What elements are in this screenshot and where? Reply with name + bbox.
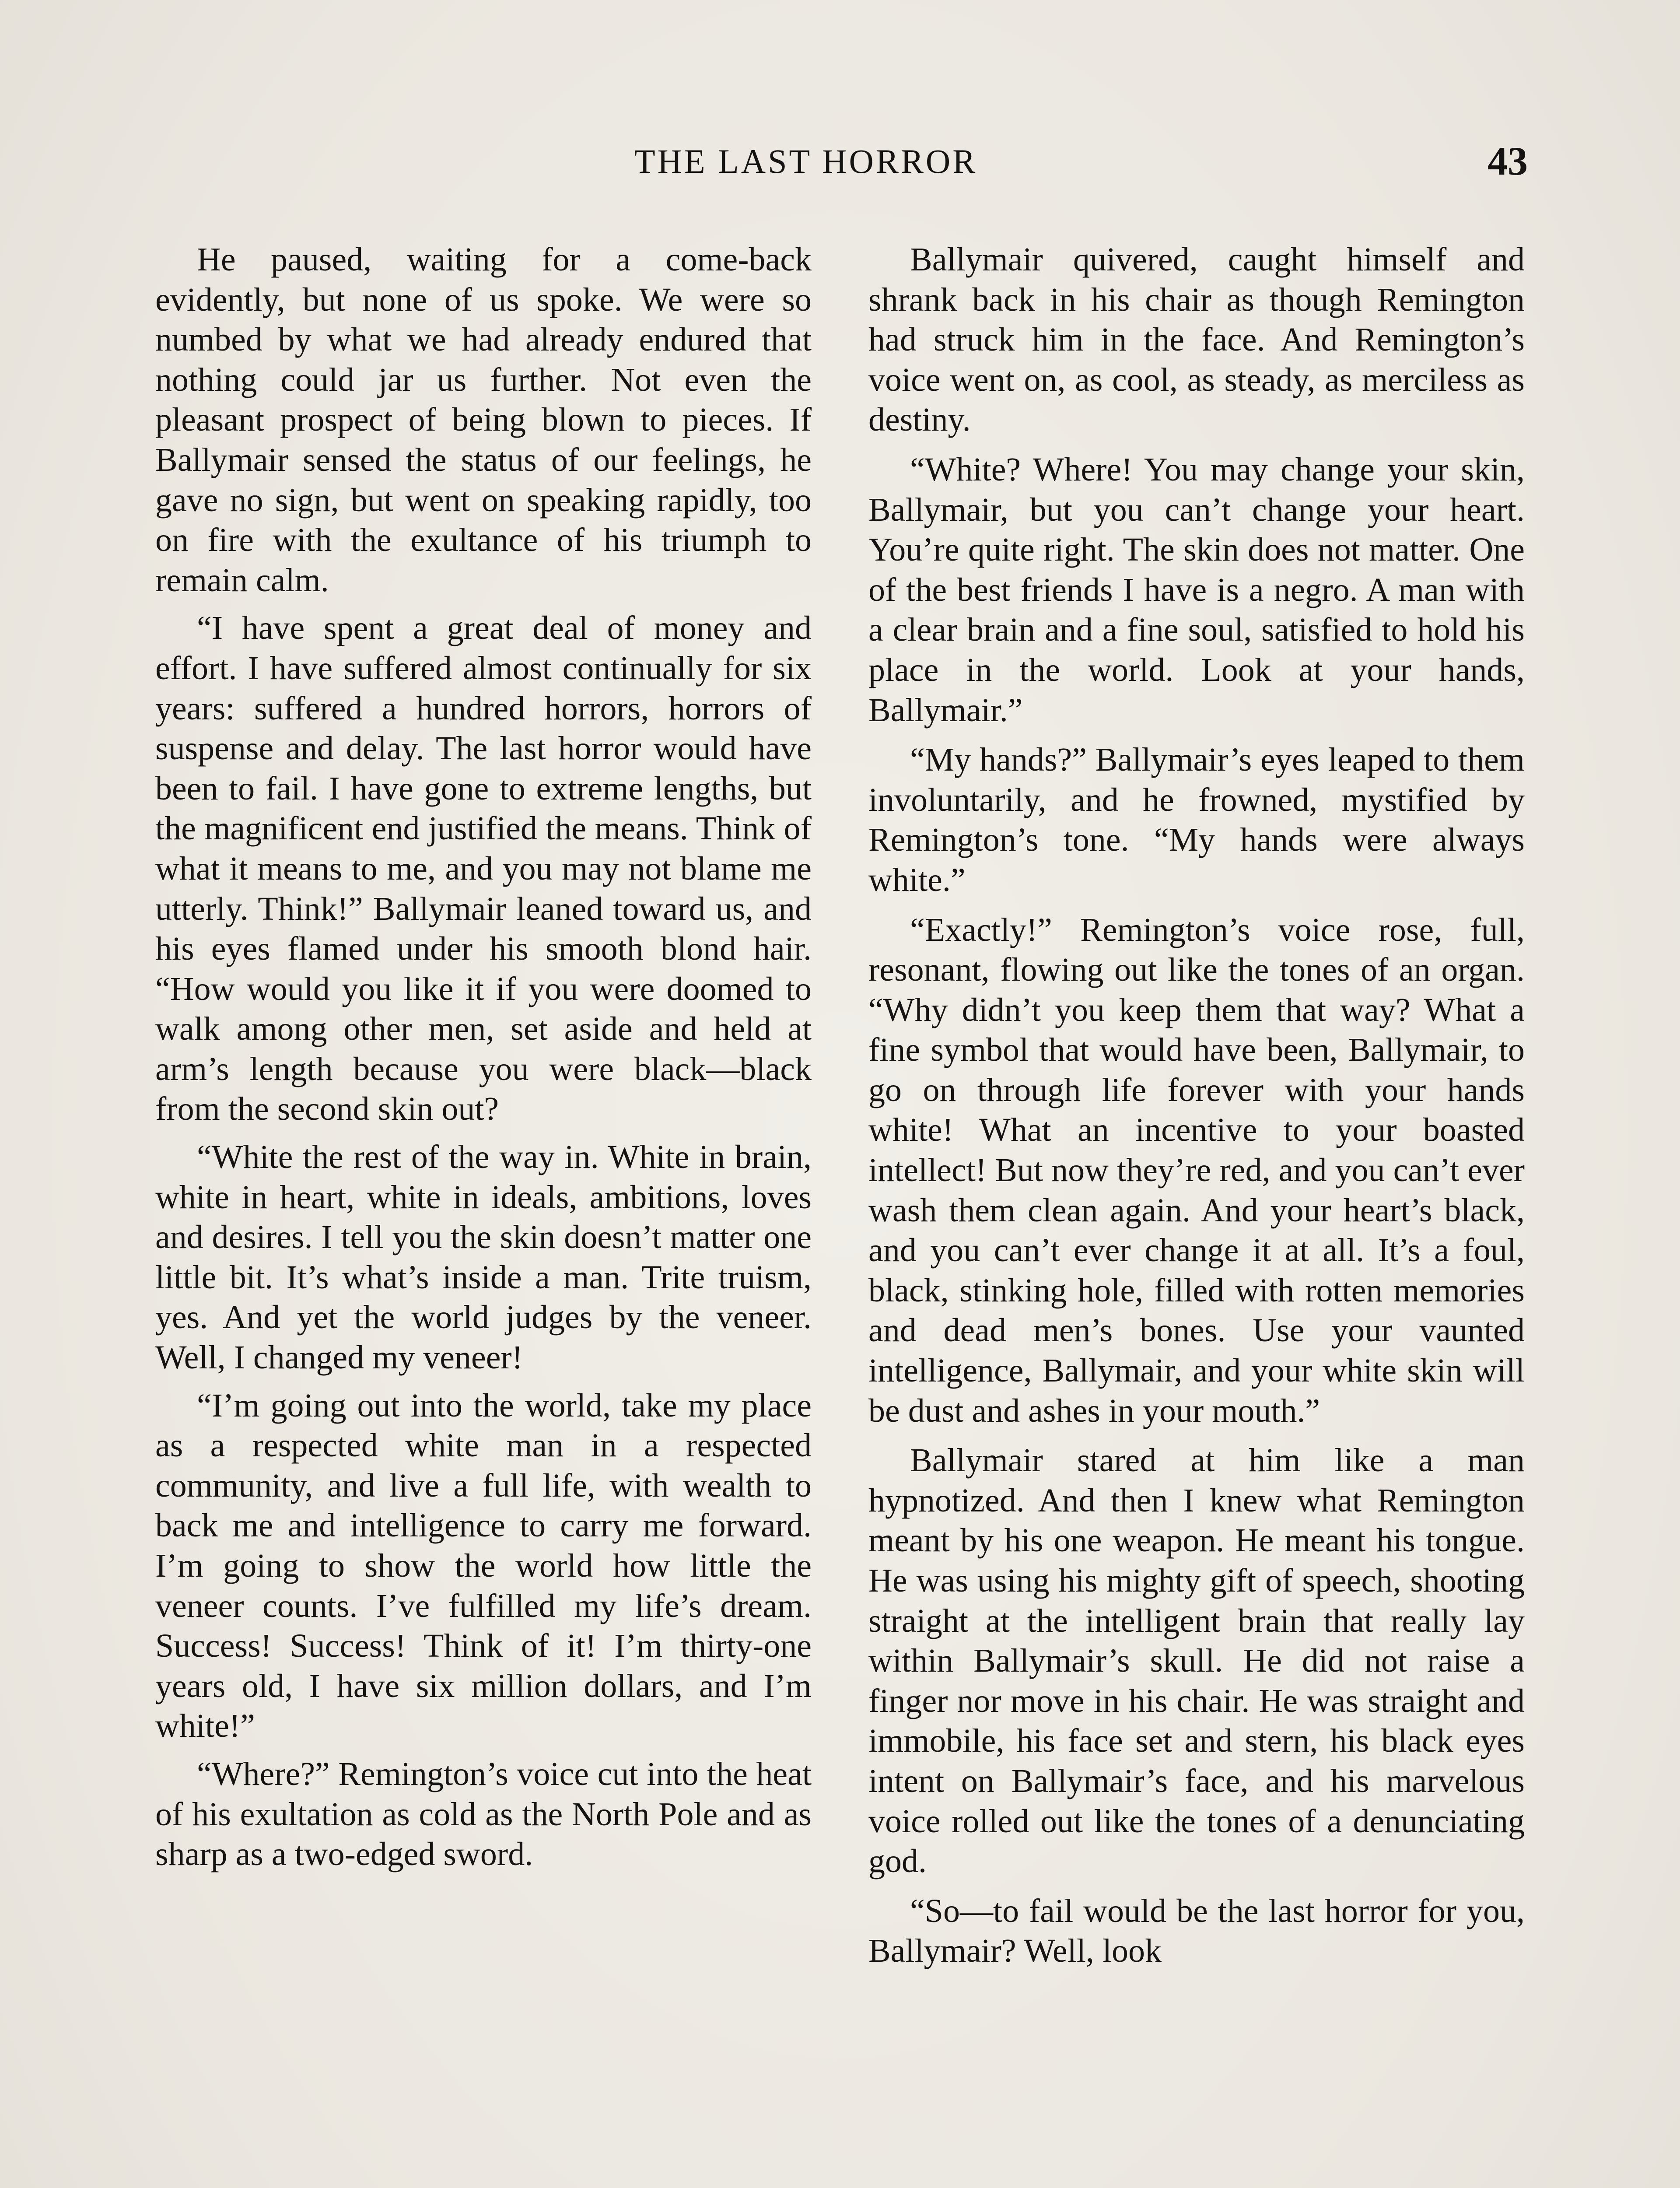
paragraph: “Where?” Remington’s voice cut into the heat of his exultation as cold as the North Pole and as sharp as a two-edged sword. xyxy=(155,1755,812,1873)
paragraph: Ballymair stared at him like a man hypnotized. And then I knew what Remington meant by his one weapon. He meant his tongue. He was using his mighty gift of speech, shooting straight at the intelligent brain that really lay within Ballymair’s skull. He did not raise a finger nor move in his chair. He was straight and immobile, his face set and stern, his black eyes intent on Ballymair’s face, and his marvelous voice rolled out like the tones of a denunciating god. xyxy=(868,1442,1525,1880)
paragraph: “White? Where! You may change your skin, Ballymair, but you can’t change your heart. You’re quite right. The skin does not matter. One of the best friends I have is a negro. A man with a clear brain and a fine soul, satisfied to hold his place in the world. Look at your hands, Ballymair.” xyxy=(868,451,1525,729)
paragraph: “I have spent a great deal of money and effort. I have suffered almost continually for six years: suffered a hundred horrors, horrors of suspense and delay. The last horror would have been to fail. I have gone to extreme lengths, but the magnificent end justified the means. Think of what it means to me, and you may not blame me utterly. Think!” Ballymair leaned toward us, and his eyes flamed under his smooth blond hair. “How would you like it if you were doomed to walk among other men, set aside and held at arm’s length because you were black—black from the second skin out? xyxy=(155,610,812,1128)
paragraph: “So—to fail would be the last horror for you, Ballymair? Well, look xyxy=(868,1892,1525,1970)
paragraph: “Exactly!” Remington’s voice rose, full, resonant, flowing out like the tones of an organ. “Why didn’t you keep them that way? What a fine symbol that would have been, Ballymair, to go on through life forever with your hands white! What an incentive to your boasted intellect! But now they’re red, and you can’t ever wash them clean again. And your heart’s black, and you can’t ever change it at all. It’s a foul, black, stinking hole, filled with rotten memories and dead men’s bones. Use your vaunted intelligence, Ballymair, and your white skin will be dust and ashes in your mouth.” xyxy=(868,911,1525,1429)
paragraph: “My hands?” Ballymair’s eyes leaped to them involuntarily, and he frowned, mystified by Remington’s tone. “My hands were always white.” xyxy=(868,741,1525,898)
page-number: 43 xyxy=(1488,139,1528,183)
right-text-column xyxy=(868,240,1525,1981)
paragraph: Ballymair quivered, caught himself and shrank back in his chair as though Remington had struck him in the face. And Remington’s voice went on, as cool, as steady, as merciless as destiny. xyxy=(868,241,1525,438)
running-title: THE LAST HORROR xyxy=(634,142,978,180)
paragraph: He paused, waiting for a come-back evidently, but none of us spoke. We were so numbed by what we had already endured that nothing could jar us further. Not even the pleasant prospect of being blown to pieces. If Ballymair sensed the status of our feelings, he gave no sign, but went on speaking rapidly, too on fire with the exultance of his triumph to remain calm. xyxy=(155,241,812,599)
left-text-column xyxy=(155,240,812,1883)
paragraph: “White the rest of the way in. White in brain, white in heart, white in ideals, ambitions, loves and desires. I tell you the skin doesn’t matter one little bit. It’s what’s inside a man. Trite truism, yes. And yet the world judges by the veneer. Well, I changed my veneer! xyxy=(155,1139,812,1376)
paragraph: “I’m going out into the world, take my place as a respected white man in a respected community, and live a full life, with wealth to back me and intelligence to carry me forward. I’m going to show the world how little the veneer counts. I’ve fulfilled my life’s dream. Success! Success! Think of it! I’m thirty-one years old, I have six million dollars, and I’m white!” xyxy=(155,1387,812,1745)
